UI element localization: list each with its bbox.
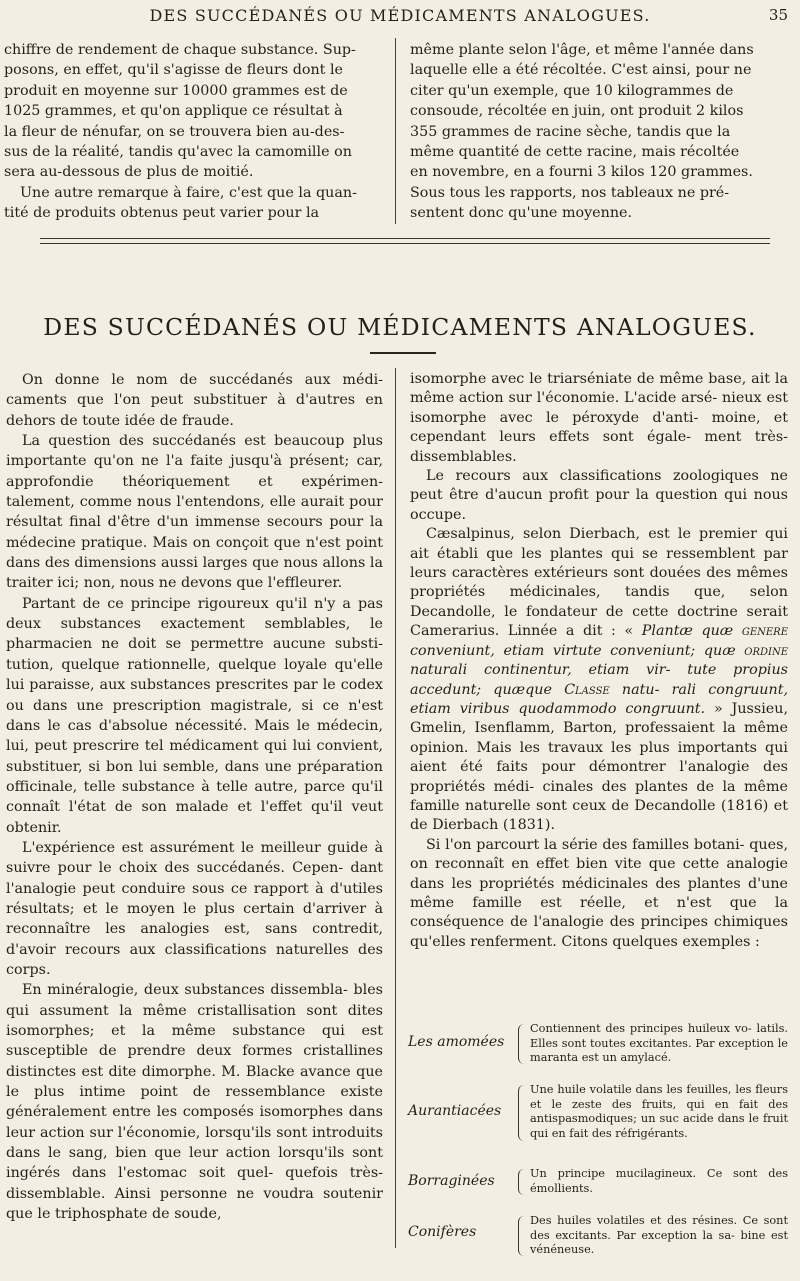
brace-icon bbox=[518, 1169, 525, 1195]
text-line: Sous tous les rapports, nos tableaux ne pré- bbox=[410, 184, 730, 201]
text-line: sera au-dessous de plus de moitié. bbox=[4, 164, 254, 181]
paragraph: La question des succédanés est beaucoup plus importante qu'on ne l'a faite jusqu'à présent; car, approfondie théoriquement et expérimen- talement, comme nous l'entendons, elle aurait pour résultat final d'être d'un immense secours pour la médecine pratique. Mais on conçoit que n'est point dans des dimensions aussi larges que nous allons la traiter ici; non, nous ne devons que l'effleurer. bbox=[6, 433, 383, 592]
family-name: Borraginées bbox=[408, 1173, 495, 1189]
brace-icon bbox=[518, 1216, 525, 1256]
paragraph: On donne le nom de succédanés aux médi- caments que l'on peut substituer à d'autres en dehors de toute idée de fraude. bbox=[6, 372, 383, 429]
paragraph: Le recours aux classifications zoologiques ne peut être d'aucun profit pour la question qui nous occupe. bbox=[410, 468, 788, 523]
text-line: posons, en effet, qu'il s'agisse de fleurs dont le bbox=[4, 62, 344, 79]
text-line: la fleur de nénufar, on se trouvera bien au-des- bbox=[4, 123, 345, 140]
paragraph: L'expérience est assurément le meilleur guide à suivre pour le choix des succédanés. Cepen- dant l'analogie peut conduire sous ce rapport à d'utiles résultats; et le moyen le plus certain d'arriver à reconnaître les analogies est, sans contredit, d'avoir recours aux classifications naturelles des corps. bbox=[6, 839, 383, 978]
text-line: Une autre remarque à faire, c'est que la quan- bbox=[20, 184, 357, 201]
brace-icon bbox=[518, 1085, 525, 1141]
text-line: consoude, récoltée en juin, ont produit 2 kilos bbox=[410, 103, 744, 120]
text-line: chiffre de rendement de chaque substance. Sup- bbox=[4, 42, 356, 58]
brace-icon bbox=[518, 1024, 525, 1064]
family-description: Des huiles volatiles et des résines. Ce sont des excitants. Par exception la sa- bine est vénéneuse. bbox=[530, 1214, 788, 1257]
text-line: sus de la réalité, tandis qu'avec la camomille on bbox=[4, 144, 352, 161]
section-double-rule bbox=[40, 238, 770, 244]
family-entry-aurantiacees bbox=[408, 1083, 788, 1147]
running-title: DES SUCCÉDANÉS OU MÉDICAMENTS ANALOGUES. bbox=[149, 6, 651, 25]
paragraph: Partant de ce principe rigoureux qu'il n'y a pas deux substances exactement semblables, le pharmacien ne doit se permettre aucune substi- tution, quelque rationnelle, quelque loyale qu'elle lui paraisse, aux substances prescrites par le codex ou dans une prescription magistrale, si ce n'est dans le cas d'absolue nécessité. Mais le médecin, lui, peut prescrire tel médicament qui lui convient, substituer, si bon lui semble, dans une préparation officinale, telle substance à telle autre, parce qu'il connaît l'état de son malade et l'effet qu'il veut obtenir. bbox=[6, 595, 383, 836]
family-name: Les amomées bbox=[408, 1034, 505, 1050]
family-description: Contiennent des principes huileux vo- latils. Elles sont toutes excitantes. Par exception le maranta est un amylacé. bbox=[530, 1022, 788, 1065]
running-head bbox=[0, 6, 800, 30]
family-description: Un principe mucilagineux. Ce sont des émollients. bbox=[530, 1167, 788, 1195]
family-entry-coniferes bbox=[408, 1214, 788, 1262]
family-entry-borraginees bbox=[408, 1167, 788, 1201]
text-line: laquelle elle a été récoltée. C'est ainsi, pour ne bbox=[410, 62, 752, 79]
top-right-column bbox=[410, 40, 788, 224]
text-line: même quantité de cette racine, mais récoltée bbox=[410, 144, 740, 161]
title-underline bbox=[370, 352, 436, 354]
text-line: 1025 grammes, et qu'on applique ce résultat à bbox=[4, 103, 343, 120]
column-rule-top bbox=[395, 38, 396, 224]
text-line: sentent donc qu'une moyenne. bbox=[410, 205, 633, 222]
family-description: Une huile volatile dans les feuilles, les fleurs et le zeste des fruits, qui en fait des antispasmodiques; un suc acide dans le fruit qui en fait des réfrigérants. bbox=[530, 1083, 788, 1140]
text-line: tité de produits obtenus peut varier pour la bbox=[4, 205, 320, 222]
text-line: en novembre, en a fourni 3 kilos 120 grammes. bbox=[410, 164, 753, 181]
paragraph-linnaeus: Cæsalpinus, selon Dierbach, est le premier qui ait établi que les plantes qui se ressemblent par leurs caractères extérieurs sont douées des mêmes propriétés médicinales, tandis que, selon Decandolle, le fondateur de cette doctrine serait Camerarius. Linnée a dit : « Plantæ quæ genere conveniunt, etiam virtute conveniunt; quæ ordine naturali continentur, etiam vir- tute propius accedunt; quæque Classe natu- rali congruunt, etiam viribus quodammodo congruunt. » Jussieu, Gmelin, Isenflamm, Barton, professaient la même opinion. Mais les travaux les plus importants qui aient été faits pour démontrer l'analogie des propriétés médi- cinales des plantes de la même famille naturelle sont ceux de Decandolle (1816) et de Dierbach (1831). bbox=[410, 526, 788, 834]
family-name: Conifères bbox=[408, 1224, 477, 1240]
paragraph: Si l'on parcourt la série des familles botani- ques, on reconnaît en effet bien vite que cette analogie dans les propriétés médicinales des plantes d'une même famille est réelle, et n'est que la conséquence de l'analogie des principes chimiques qu'elles renferment. Citons quelques exemples : bbox=[410, 836, 788, 950]
paragraph: isomorphe avec le triarséniate de même base, ait la même action sur l'économie. L'acide arsé- nieux est isomorphe avec le péroxyde d'anti- moine, et cependant leurs effets sont égale- ment très-dissemblables. bbox=[410, 371, 788, 465]
section-title: DES SUCCÉDANÉS OU MÉDICAMENTS ANALOGUES. bbox=[43, 313, 757, 341]
text-line: citer qu'un exemple, que 10 kilogrammes de bbox=[410, 82, 734, 99]
top-left-column bbox=[4, 40, 381, 224]
paragraph: En minéralogie, deux substances dissembla- bles qui assument la même cristallisation sont dites isomorphes; et la même substance qui est susceptible de prendre deux formes cristallines distinctes est dite dimorphe. M. Blacke avance que le plus intime point de ressemblance existe généralement entre les composés isomorphes dans leur action sur l'économie, lorsqu'ils sont introduits dans le sang, bien que leur action lorsqu'ils sont ingérés dans l'estomac soit quel- quefois très-dissemblable. Ainsi personne ne voudra soutenir que le triphosphate de soude, bbox=[6, 982, 383, 1223]
left-column bbox=[6, 370, 383, 1224]
text-line: même plante selon l'âge, et même l'année dans bbox=[410, 42, 754, 58]
text-line: produit en moyenne sur 10000 grammes est de bbox=[4, 82, 348, 99]
family-name: Aurantiacées bbox=[408, 1103, 502, 1119]
text-line: 355 grammes de racine sèche, tandis que la bbox=[410, 123, 731, 140]
right-column bbox=[410, 370, 788, 952]
page-number: 35 bbox=[768, 6, 788, 24]
family-entry-amomees bbox=[408, 1022, 788, 1070]
latin-quote: Plantæ quæ genere conveniunt, etiam virtute conveniunt; quæ ordine naturali continentur, etiam vir- tute propius accedunt; quæque Classe natu- rali congruunt, etiam viribus quodammodo congruunt. bbox=[410, 623, 788, 717]
column-rule-main bbox=[395, 368, 396, 1248]
